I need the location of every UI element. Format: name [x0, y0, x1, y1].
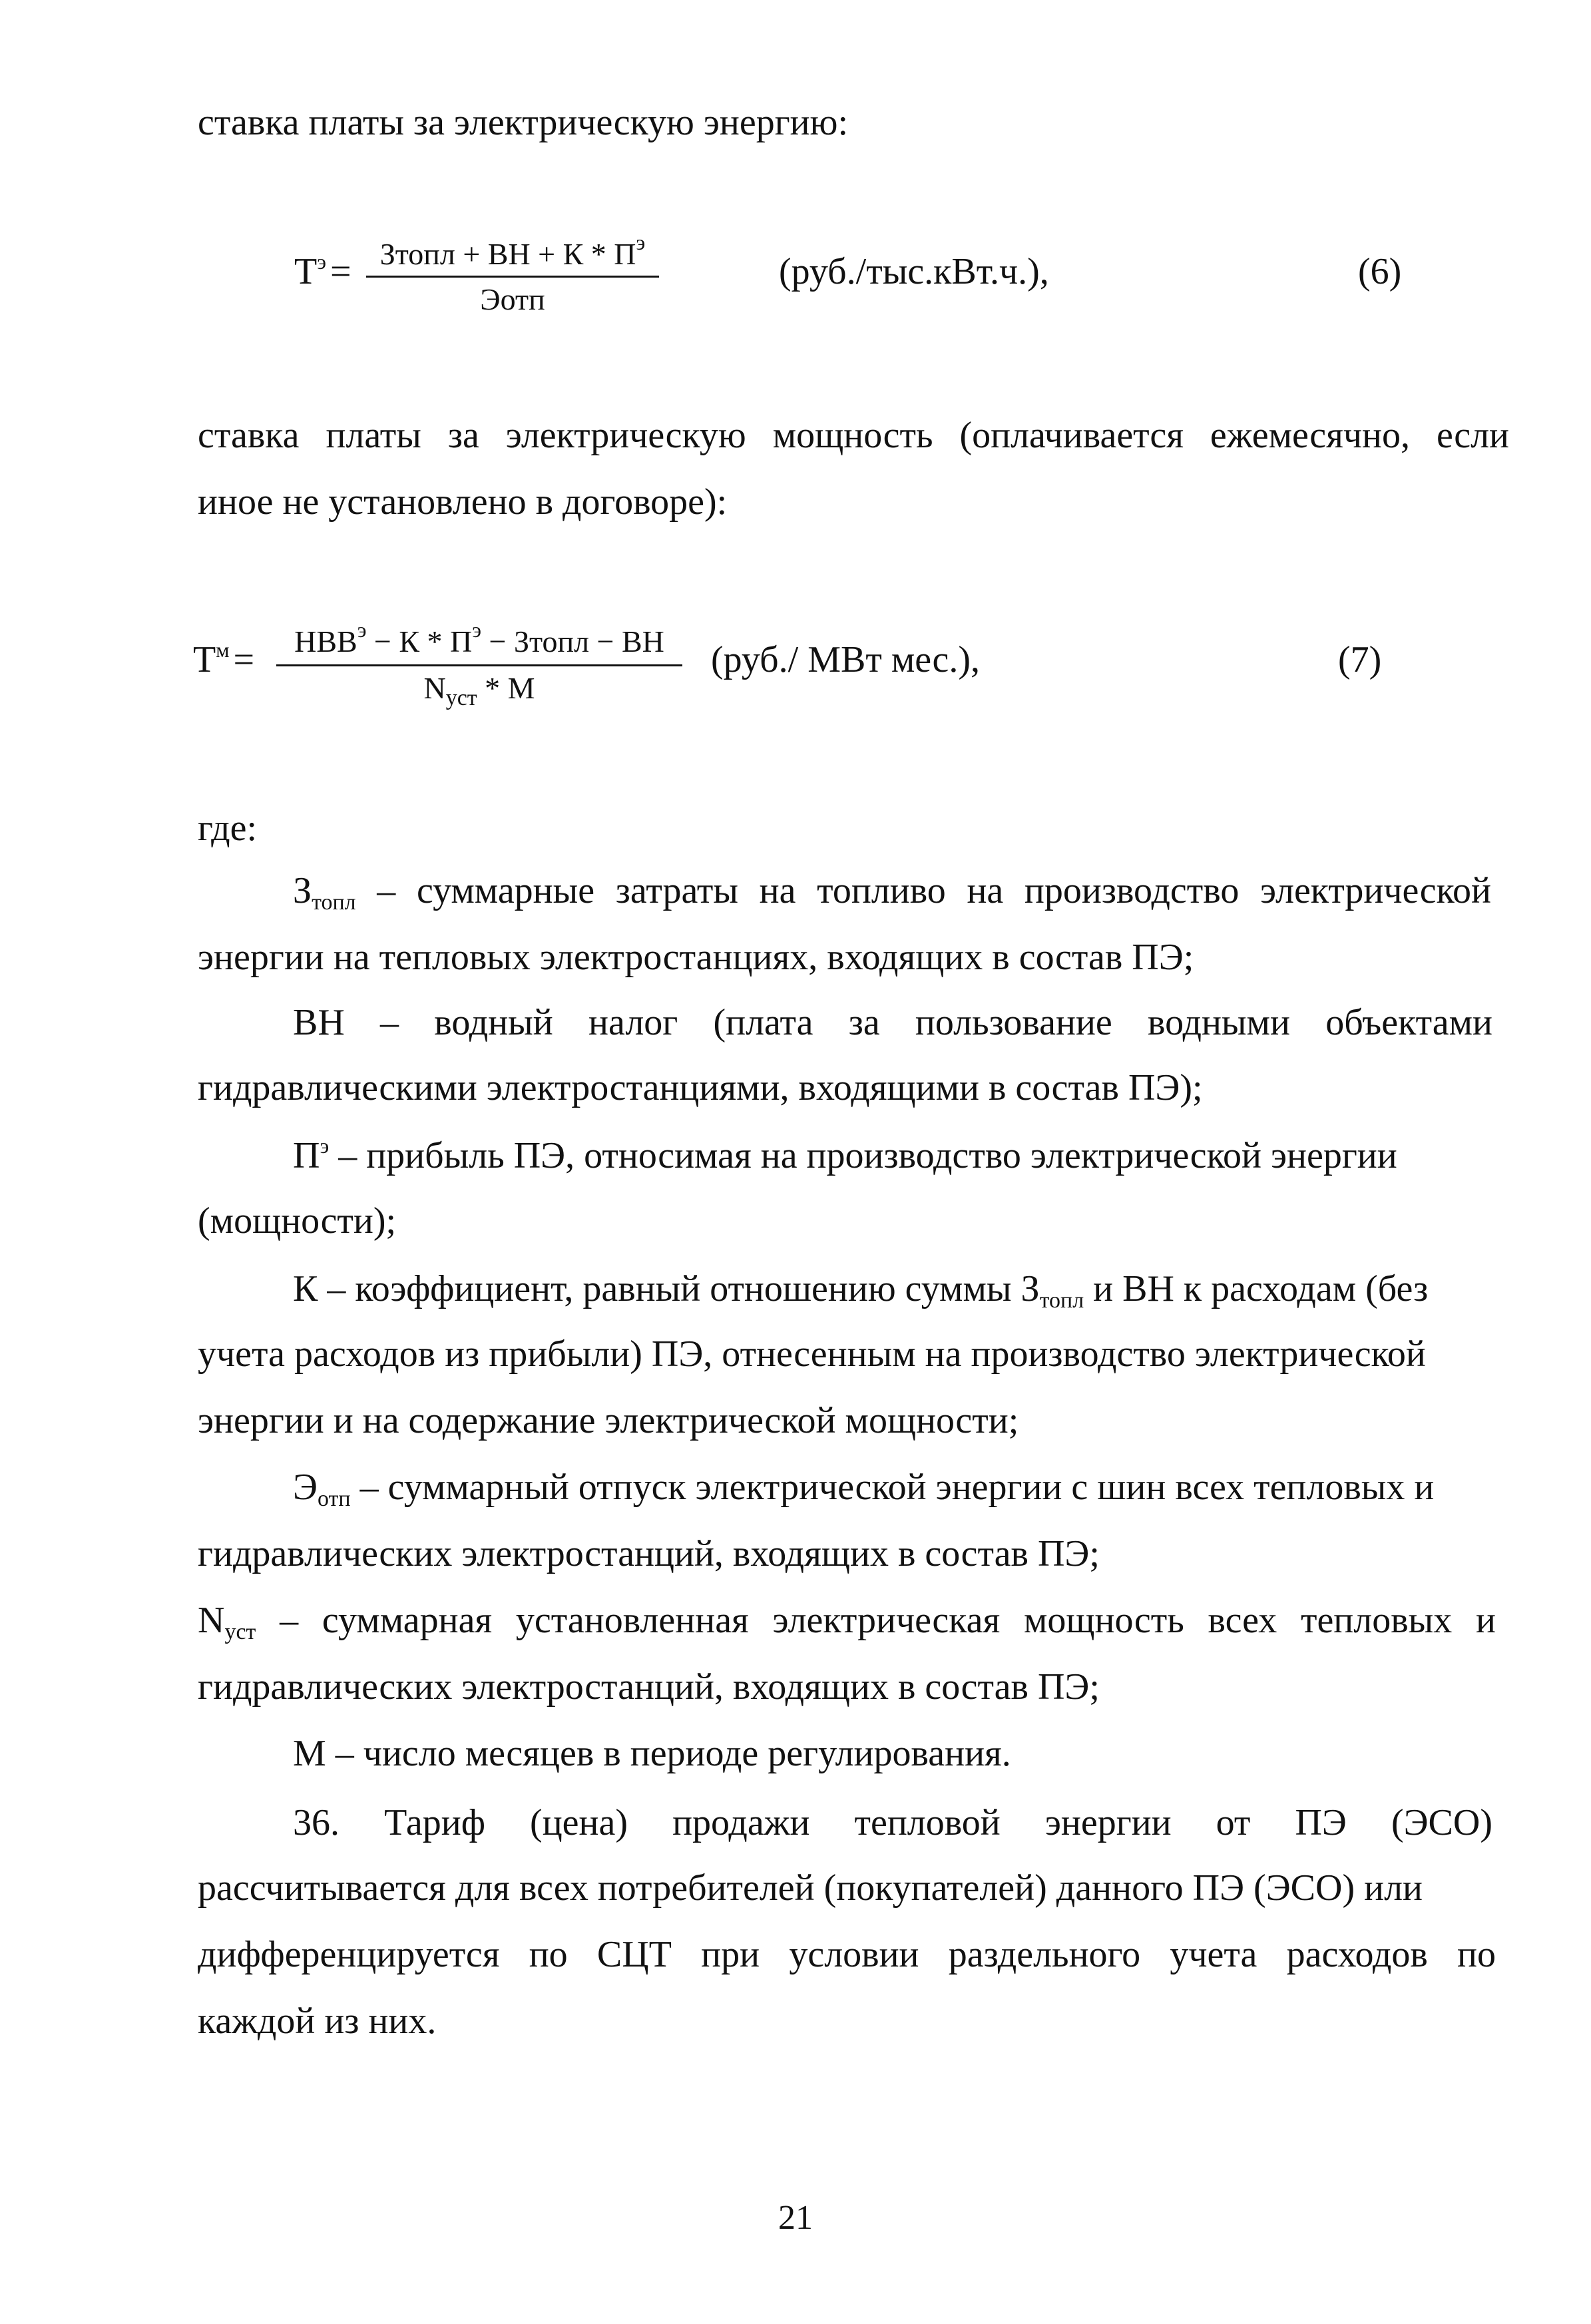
definition-ztopl-line-1: $З_{топл}$ – суммарные затраты на топливо на производство электрической: [293, 870, 1491, 915]
formula-6-fraction-bar: [366, 276, 659, 278]
definition-k-line-2: учета расходов из прибыли) ПЭ, отнесенным на производство электрической: [198, 1333, 1426, 1375]
definition-ztopl-line-2: энергии на тепловых электростанциях, входящих в состав ПЭ;: [198, 937, 1194, 978]
formula-6-unit: (руб./тыс.кВт.ч.),: [779, 251, 1049, 292]
definition-vn-line-2: гидравлическими электростанциями, входящими в состав ПЭ);: [198, 1067, 1203, 1108]
formula-7-number: (7): [1338, 639, 1382, 680]
intro-energy-text: ставка платы за электрическую энергию:: [198, 102, 849, 143]
formula-6-numerator: Зтопл + ВН + К * $П^э$: [379, 230, 646, 271]
definition-nust-line-1: $N_{уст}$ – суммарная установленная электрическая мощность всех тепловых и: [198, 1600, 1496, 1644]
definition-k-line-3: энергии и на содержание электрической мощности;: [198, 1400, 1019, 1441]
formula-7-fraction-bar: [276, 664, 682, 666]
formula-7-denominator: $N_{уст}$ * М: [423, 671, 535, 710]
formula-7-fraction: [276, 619, 682, 712]
definition-eotp-line-2: гидравлических электростанций, входящих в состав ПЭ;: [198, 1533, 1100, 1574]
definition-m-line-1: М – число месяцев в периоде регулирования.: [293, 1733, 1011, 1774]
definition-vn-line-1: ВН – водный налог (плата за пользование водными объектами: [293, 1002, 1492, 1043]
page-number: 21: [778, 2199, 813, 2237]
formula-7-unit: (руб./ МВт мес.),: [711, 639, 981, 680]
definition-pe-line-1: $П^э$ – прибыль ПЭ, относимая на производство электрической энергии: [293, 1134, 1397, 1176]
paragraph-36-line-4: каждой из них.: [198, 2000, 437, 2042]
definition-eotp-line-1: $Э_{отп}$ – суммарный отпуск электрической энергии с шин всех тепловых и: [293, 1467, 1435, 1511]
definition-k-line-1: К – коэффициент, равный отношению суммы $З_{топл}$ и ВН к расходам (без: [293, 1268, 1429, 1313]
formula-7-numerator: $НВВ^э - К * П^э$ − Зтопл − ВН: [294, 618, 664, 658]
definition-pe-line-2: (мощности);: [198, 1200, 397, 1242]
where-label: где:: [198, 808, 258, 849]
formula-6-lhs: $Т^э$ =: [294, 250, 351, 292]
intro-power-line-2: иное не установлено в договоре):: [198, 481, 728, 523]
paragraph-36-line-3: дифференцируется по СЦТ при условии раздельного учета расходов по: [198, 1934, 1496, 1975]
paragraph-36-line-1: 36. Тариф (цена) продажи тепловой энергии от ПЭ (ЭСО): [293, 1802, 1492, 1843]
formula-6-number: (6): [1358, 251, 1402, 292]
formula-6-fraction: [366, 232, 659, 325]
paragraph-36-line-2: рассчитывается для всех потребителей (покупателей) данного ПЭ (ЭСО) или: [198, 1867, 1423, 1909]
definition-nust-line-2: гидравлических электростанций, входящих в состав ПЭ;: [198, 1666, 1100, 1708]
formula-7-lhs: $Т^м$ =: [193, 638, 255, 680]
formula-6-denominator: Эотп: [480, 282, 545, 316]
intro-power-line-1: ставка платы за электрическую мощность (оплачивается ежемесячно, если: [198, 415, 1509, 456]
